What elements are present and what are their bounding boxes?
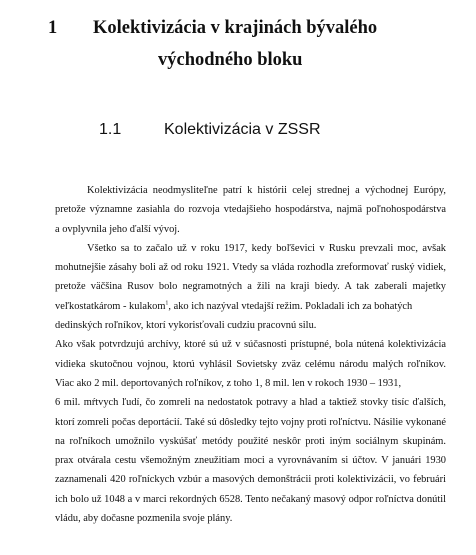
chapter-number: 1 (48, 18, 58, 38)
paragraph-line: Ako však potvrdzujú archívy, ktoré sú už v súčasnosti prístupné, bola nútená kolektivizácia (55, 339, 446, 351)
section-number: 1.1 (99, 121, 122, 138)
paragraph-line: ktorí zomreli počas deportácií. Také sú dôsledky tejto vojny proti roľníctvu. Násilie vykonané (55, 416, 446, 428)
body-text (55, 181, 446, 528)
paragraph-line: pretože väčšina Rusov bolo negramotných a žili na kraji biedy. A tak zaberali majetky (55, 281, 446, 293)
paragraph-line: Viac ako 2 mil. deportovaných roľníkov, z toho 1, 8 mil. len v rokoch 1930 – 1931, (55, 377, 402, 389)
paragraph-line: na roľníkoch umožnilo vyskúšať metódy použité neskôr proti iným sociálnym skupinám. (55, 435, 446, 447)
paragraph-line-with-footnote (55, 297, 446, 316)
chapter-title-line-1: Kolektivizácia v krajinách bývalého (93, 18, 378, 38)
paragraph-line: Kolektivizácia neodmysliteľne patrí k histórii celej strednej a východnej Európy, (87, 185, 446, 196)
paragraph-line: Všetko sa to začalo už v roku 1917, kedy boľševici v Rusku prevzali moc, avšak (87, 242, 446, 254)
paragraph-line-part: , ako ich nazýval vtedajší režim. Pokladali ich za bohatých (168, 300, 413, 312)
paragraph-line: a ovplyvnila jeho ďalší vývoj. (55, 223, 180, 235)
paragraph-line: mohutnejšie zásahy boli až od roku 1921. Vtedy sa vláda rozhodla zreformovať ruský vidiek, (55, 262, 446, 274)
chapter-title-line-2: východného bloku (158, 50, 303, 70)
paragraph-line: zaznamenali 420 roľníckych vzbúr a masových demonštrácii proti kolektivizácii, vo februári (55, 474, 446, 486)
paragraph-line: ich bolo už 1048 a v marci rekordných 6528. Tento nečakaný masový odpor roľníctva donútil (55, 493, 446, 505)
paragraph-line: vidieka skutočnou vojnou, ktorú vyhlásil Sovietsky zväz celému národu malých roľníkov. (55, 358, 446, 370)
paragraph-line: pretože významne zasiahla do rozvoja vtedajšieho hospodárstva, najmä poľnohospodárstva (55, 204, 446, 216)
section-title: Kolektivizácia v ZSSR (164, 121, 321, 138)
paragraph-line-part: veľkostatkárom - kulakom (55, 300, 166, 312)
footnote-marker[interactable]: 1 (165, 300, 169, 307)
paragraph-line: vládu, aby dočasne pozmenila svoje plány. (55, 513, 233, 525)
paragraph-line: 6 mil. mŕtvych ľudí, čo zomreli na nedostatok potravy a hlad a taktiež stovky tisíc ďalších, (55, 397, 446, 409)
paragraph-line: prax otvárala cestu všemožným zneužitiam moci a vyrovnávaním si účtov. V januári 1930 (55, 455, 446, 467)
paragraph-line: dedinských roľníkov, ktorí vykorisťovali cudziu pracovnú silu. (55, 320, 317, 332)
